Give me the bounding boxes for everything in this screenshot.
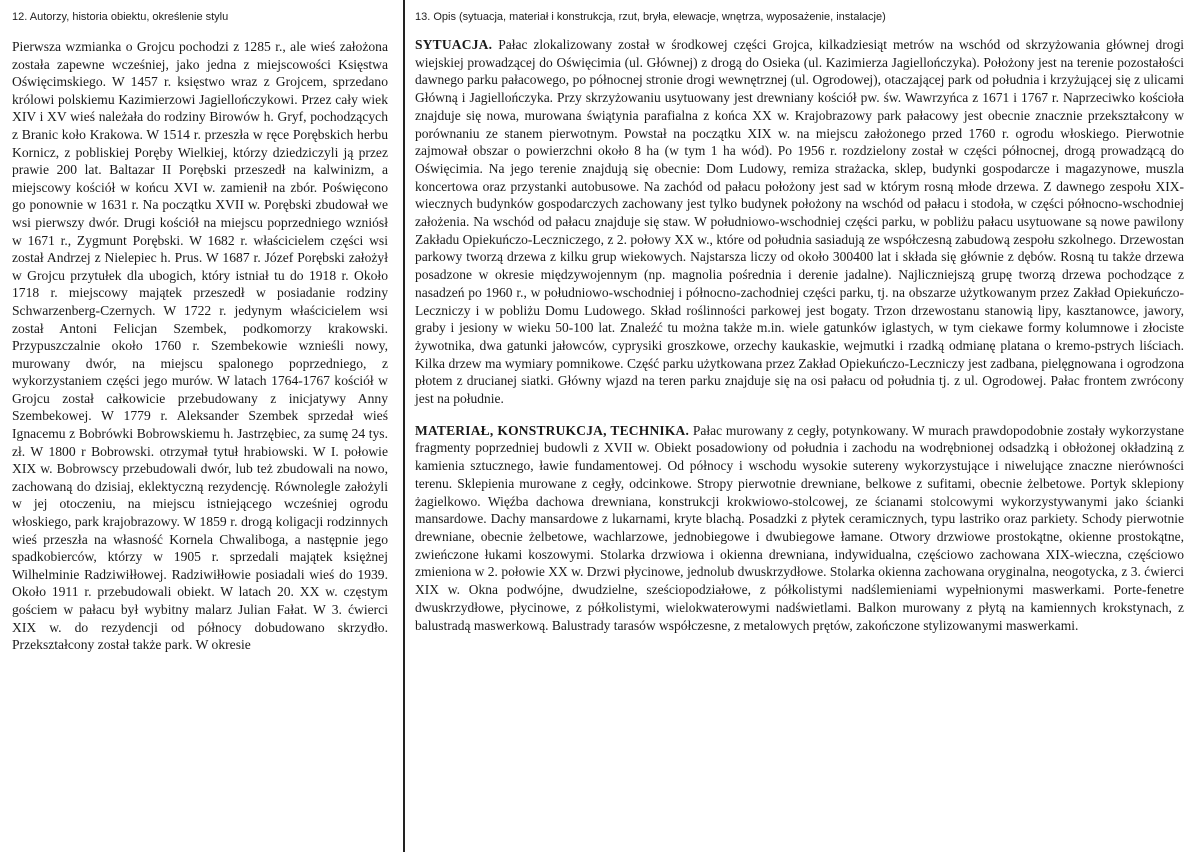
section-12-header: 12. Autorzy, historia obiektu, określenie stylu <box>12 11 229 23</box>
section-13-header: 13. Opis (sytuacja, materiał i konstrukcja, rzut, bryła, elewacje, wnętrza, wyposażenie, instalacje) <box>415 11 886 23</box>
history-text: Pierwsza wzmianka o Grojcu pochodzi z 1285 r., ale wieś założona została zapewne wcześniej, jako jedna z miejscowości Księstwa Oświęcimskiego. W 1457 r. księstwo wraz z Grojcem, sprzedano królowi polskiemu Kazimierzowi Jagiellończykowi. Przez cały wiek XIV i XV wieś należała do rodziny Birowów h. Gryf, pochodzących z Branic koło Krakowa. W 1514 r. przeszła w ręce Porębskich herbu Kornicz, z pobliskiej Poręby Wielkiej, którzy dziedziczyli ją przez prawie 200 lat. Baltazar II Porębski przeszedł na kalwinizm, a miejscowy kościół w końcu XVI w. zamienił na zbór. Poświęcono go ponownie w 1631 r. Na początku XVII w. Porębski zbudował we wsi pierwszy dwór. Drugi kościół na miejscu poprzedniego wzniósł w 1671 r., Zygmunt Porębski. W 1682 r. właścicielem części wsi został Andrzej z Nielepiec h. Prus. W 1687 r. Józef Porębski założył w Grojcu przytułek dla ubogich, który istniał tu do 1918 r. Około 1718 r. miejscowy majątek przeszedł w posiadanie rodziny Schwarzenberg-Czernych. W 1722 r. jedynym właścicielem wsi został Antoni Felicjan Szembek, podkomorzy krakowski. Przypuszczalnie około 1760 r. Szembekowie wznieśli nowy, murowany dwór, na miejscu spalonego poprzedniego, z wykorzystaniem części jego murów. W latach 1764-1767 kościół w Grojcu został całkowicie przebudowany z inicjatywy Anny Szembekowej. W 1779 r. Aleksander Szembek sprzedał wieś Ignacemu z Bobrówki Bobrowskiemu h. Jastrzębiec, za sumę 24 tys. zł. W 1800 r Bobrowski. otrzymał tytuł hrabiowski. W I. połowie XIX w. Bobrowscy przebudowali dwór, lub też zbudowali na nowo, zachowaną do dzisiaj, eklektyczną rezydencję. Równolegle założyli w jej otoczeniu, na miejscu istniejącego wcześniej ogrodu włoskiego, park krajobrazowy. W 1859 r. drogą koligacji rodzinnych wieś przeszła na własność Kornela Chwaliboga, a następnie jego spadkobierców, którzy w 1905 r. sprzedali majątek księżnej Wilhelminie Radziwiłłowej. Radziwiłłowie posiadali wieś do 1939. Około 1911 r. przebudowali obiekt. W latach 20. XX w. częstym gościem w pałacu był wybitny malarz Julian Fałat. W 3. ćwierci XIX w. do rezydencji od północy dobudowano skrzydło. Przekształcony został także park. W okresie <box>12 39 388 653</box>
situation-heading: SYTUACJA. <box>415 37 493 52</box>
right-column <box>403 0 1198 852</box>
situation-text: Pałac zlokalizowany został w środkowej części Grojca, kilkadziesiąt metrów na wschód od skrzyżowania głównej drogi wiejskiej prowadzącej do Oświęcimia (ul. Głównej) z drogą do Osieka (ul. Kazimierza Jagiellończyka). Położony jest na terenie pozostałości dawnego parku pałacowego, po północnej stronie drogi wewnętrznej (ul. Ogrodowej), otaczającej park od południa i krzyżującej się z ulicami Główną i Jagiellończyka. Przy skrzyżowaniu usytuowany jest drewniany kościół pw. św. Wawrzyńca z 1671 i 1767 r. Naprzeciwko kościoła znajduje się nowa, murowana świątynia parafialna z końca XX w. Krajobrazowy park pałacowy jest obecnie znacznie przekształcony w porównaniu ze stanem pierwotnym. Powstał na początku XIX w. na miejscu założonego przed 1760 r. ogrodu włoskiego. Pierwotnie zajmował obszar o powierzchni około 8 ha (w tym 1 ha wód). Po 1956 r. rozdzielony został w części północnej, drogą prowadzącą do Oświęcimia. Na jego terenie znajdują się obecnie: Dom Ludowy, remiza strażacka, sklep, budynki gospodarcze i magazynowe, muszla koncertowa oraz przystanki autobusowe. Na zachód od pałacu położony jest sad w którym rosną młode drzewa. Z dawnego zespołu XIX-wiecznych budynków gospodarczych zachowany jest tylko budynek położony na wschód od pałacu i stodoła, w części północno-wschodniej założenia. Na wschód od pałacu znajduje się staw. W południowo-wschodniej części parku, w pobliżu pałacu usytuowane są nowe pawilony Zakładu Opiekuńczo-Leczniczego, z 2. połowy XX w., które od południa sasiadują ze współczesną zabudową zespołu szkolnego. Drzewostan parkowy tworzą drzewa z kilku grup wiekowych. Najstarsza liczy od około 300400 lat i składa się głównie z dębów. Rosną tu także drzewa posadzone w okresie międzywojennym (np. magnolia pośrednia i derenie jadalne). Najliczniejszą grupę tworzą drzewa pochodzące z nasadzeń po 1960 r., w południowo-wschodniej i północno-zachodniej części parku, tj. na obszarze użytkowanym przez Zakład Opiekuńczo-Leczniczy i w pobliżu Domu Ludowego. Skład roślinności parkowej jest bogaty. Trzon drzewostanu stanowią lipy, kasztanowce, jawory, graby i jesiony w wieku 50-100 lat. Znaleźć tu można także m.in. wiele gatunków iglastych, w tym ciekawe formy kolumnowe i złociste żywotnika, dwa gatunki jałowców, cyprysiki groszkowe, orzechy kaukaskie, wejmutki i rzadką odmianę platana o kremo-pstrych liściach. Kilka drzew ma wymiary pomnikowe. Część parku użytkowana przez Zakład Opiekuńczo-Leczniczy jest zadbana, pielęgnowana i ogrodzona płotem z drucianej siatki. Główny wjazd na teren parku znajduje się na osi pałacu od południa tj. z ul. Ogrodowej. Pałac frontem zwrócony jest na południe. <box>415 37 1184 407</box>
situation-paragraph <box>415 36 1184 408</box>
left-column <box>0 0 402 852</box>
material-heading: MATERIAŁ, KONSTRUKCJA, TECHNIKA. <box>415 422 690 438</box>
material-paragraph <box>415 422 1184 634</box>
material-text: Pałac murowany z cegły, potynkowany. W murach prawdopodobnie zostały wykorzystane fragmenty poprzedniej budowli z XVII w. Obiekt posadowiony od południa i zachodu na wodrębnionej odsadzką i obłożonej okładziną z kamienia sztucznego, ławie fundamentowej. Od północy i wschodu wysokie sutereny wykorzystujące i niwelujące znaczne nierówności terenu. Sklepienia murowane z cegły, odcinkowe. Stropy pierwotnie drewniane, belkowe z sufitami, obecnie żelbetowe. Portyk sklepiony żagielkowo. Więźba dachowa drewniana, konstrukcji krokwiowo-stolcowej, ze ścianami stolcowymi wykorzystywanymi jako ścianki mansardowe. Dachy mansardowe z lukarnami, kryte blachą. Posadzki z płytek ceramicznych, typu lastriko oraz parkiety. Schody pierwotnie drewniane, obecnie żelbetowe, wachlarzowe, jednobiegowe i dwubiegowe łamane. Otwory drzwiowe prostokątne, okienne prostokątne, zwieńczone łukami koszowymi. Stolarka drzwiowa i okienna drewniana, indywidualna, częściowo zachowana XIX-wieczna, częściowo zmieniona w 2. połowie XX w. Drzwi płycinowe, jednolub dwuskrzydłowe. Stolarka okienna zachowana oryginalna, neogotycka, z 3. ćwierci XIX w. Okna podwójne, dwudzielne, sześciopodziałowe, z półkolistymi nadślemieniami wypełnionymi maswerkami. Porte-fenetre dwuskrzydłowe, płycinowe, z półkolistymi, wielokwaterowymi nadświetlami. Balkon murowany z płytą na kamiennych krokstynach, z balustradą maswerkową. Balustrady tarasów współczesne, z metalowych prętów, zakończone stylizowanymi maswerkami. <box>415 422 1184 633</box>
